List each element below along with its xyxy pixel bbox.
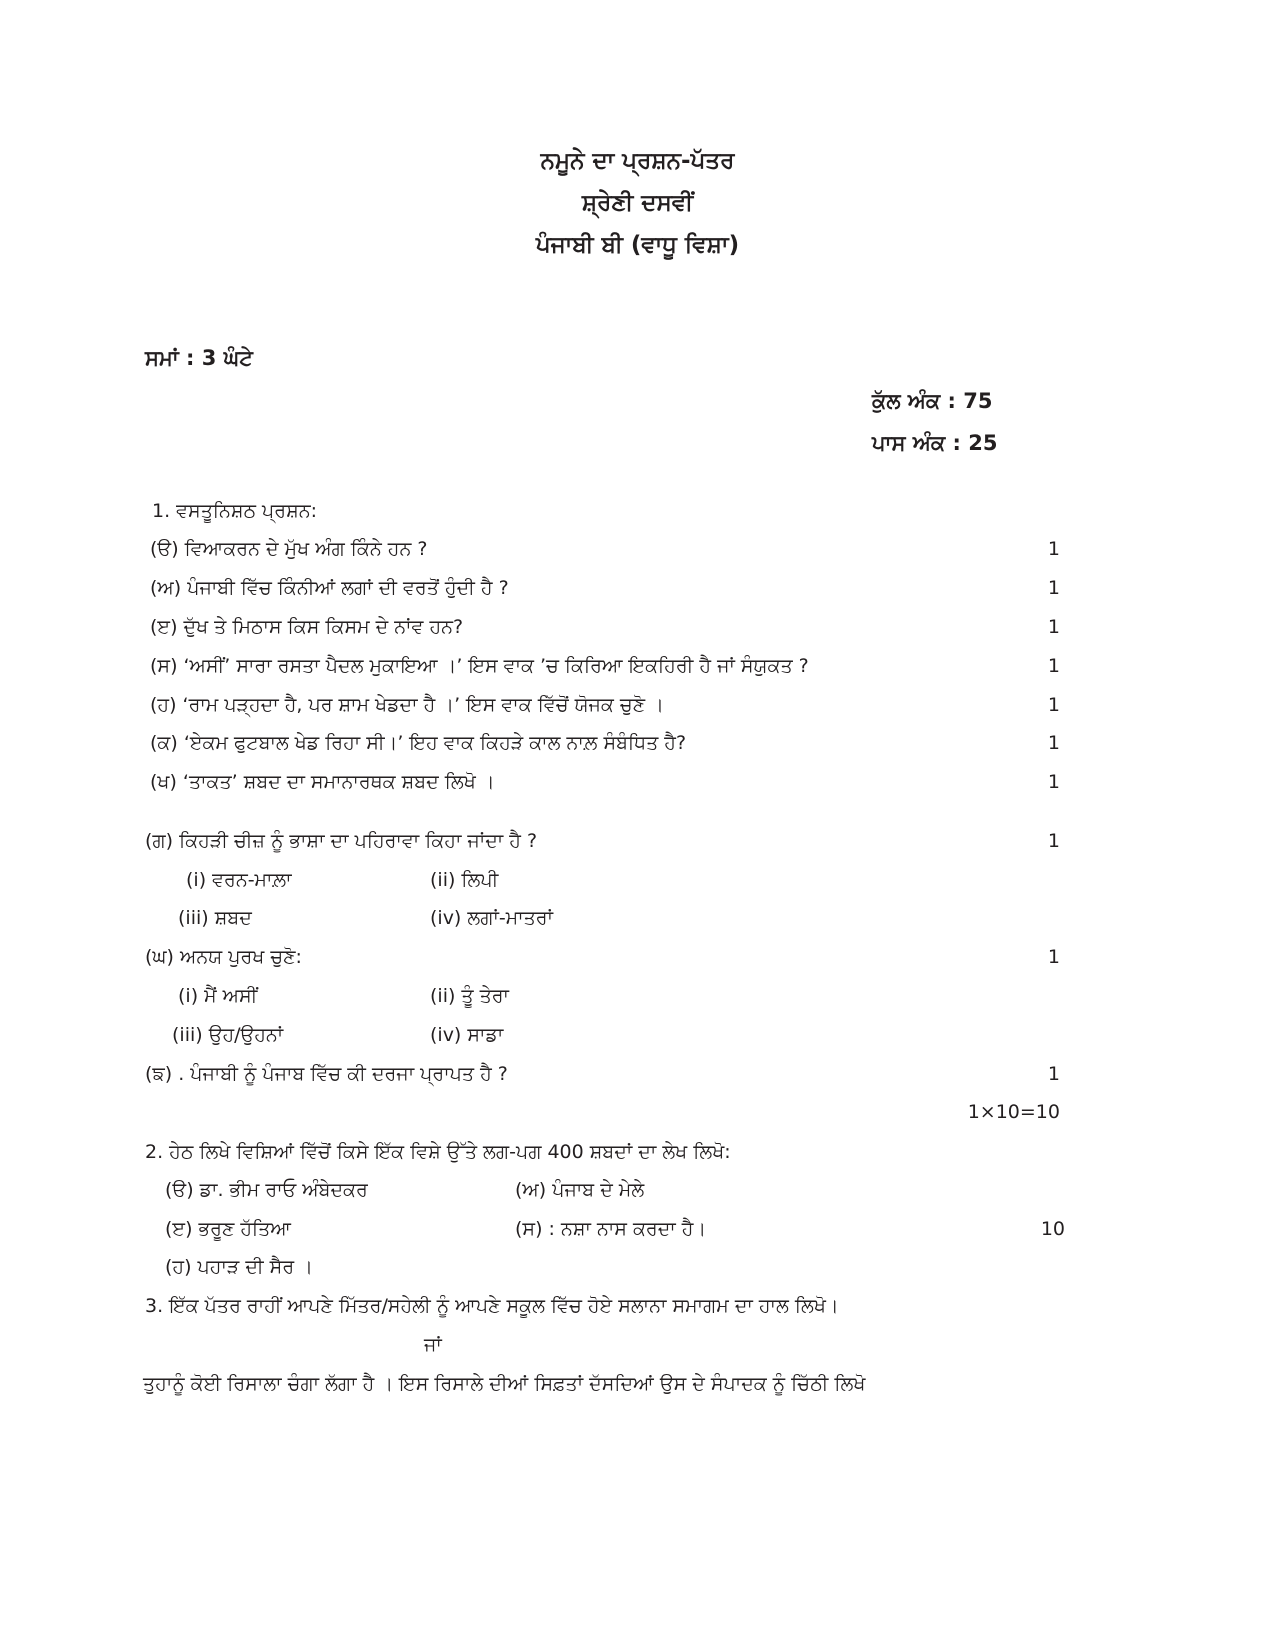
q2-topic: (ਸ) : ਨਸ਼ਾ ਨਾਸ ਕਰਦਾ ਹੈ। — [515, 1218, 707, 1240]
subject-label: ਪੰਜਾਬੀ ਬੀ (ਵਾਧੂ ਵਿਸ਼ਾ) — [535, 232, 740, 258]
q1-item-mark: 1 — [1047, 538, 1060, 560]
pass-marks: ਪਾਸ ਅੰਕ : 25 — [872, 431, 998, 455]
q1-g-text: (ਗ) ਕਿਹੜੀ ਚੀਜ਼ ਨੂੰ ਭਾਸ਼ਾ ਦਾ ਪਹਿਰਾਵਾ ਕਿਹਾ ਜਾਂਦਾ ਹੈ ? — [145, 830, 538, 852]
q3-line1: 3. ਇੱਕ ਪੱਤਰ ਰਾਹੀਂ ਆਪਣੇ ਮਿੱਤਰ/ਸਹੇਲੀ ਨੂੰ ਆਪਣੇ ਸਕੂਲ ਵਿੱਚ ਹੋਏ ਸਲਾਨਾ ਸਮਾਗਮ ਦਾ ਹਾਲ ਲਿਖੋ। — [145, 1295, 839, 1317]
q1-item-mark: 1 — [1047, 655, 1060, 677]
q1-gh-option: (i) ਮੈਂ ਅਸੀਂ — [178, 985, 258, 1007]
q2-topic: (ਅ) ਪੰਜਾਬ ਦੇ ਮੇਲੇ — [515, 1179, 645, 1201]
q1-gh-option: (ii) ਤੂੰ ਤੇਰਾ — [430, 985, 509, 1007]
total-marks: ਕੁੱਲ ਅੰਕ : 75 — [872, 389, 993, 413]
q1-item: (ਹ) ‘ਰਾਮ ਪੜ੍ਹਦਾ ਹੈ, ਪਰ ਸ਼ਾਮ ਖੇਡਦਾ ਹੈ ।’ ਇਸ ਵਾਕ ਵਿੱਚੋਂ ਯੋਜਕ ਚੁਣੋ । — [150, 694, 664, 716]
paper-title: ਨਮੂਨੇ ਦਾ ਪ੍ਰਸ਼ਨ-ਪੱਤਰ — [540, 148, 735, 174]
q1-item: (ੳ) ਵਿਆਕਰਨ ਦੇ ਮੁੱਖ ਅੰਗ ਕਿੰਨੇ ਹਨ ? — [150, 538, 428, 560]
q2-heading: 2. ਹੇਠ ਲਿਖੇ ਵਿਸ਼ਿਆਂ ਵਿੱਚੋਂ ਕਿਸੇ ਇੱਕ ਵਿਸ਼ੇ ਉੱਤੇ ਲਗ-ਪਗ 400 ਸ਼ਬਦਾਂ ਦਾ ਲੇਖ ਲਿਖੋ: — [145, 1141, 731, 1163]
q2-topic: (ੲ) ਭਰੂਣ ਹੱਤਿਆ — [165, 1218, 291, 1240]
q3-or: ਜਾਂ — [424, 1334, 442, 1356]
q1-nga-mark: 1 — [1047, 1063, 1060, 1085]
q1-g-option: (i) ਵਰਨ-ਮਾਲ਼ਾ — [186, 869, 292, 891]
q1-item-mark: 1 — [1047, 694, 1060, 716]
q1-gh-option: (iii) ਉਹ/ਉਹਨਾਂ — [172, 1024, 284, 1046]
q1-nga-text: (ਙ) . ਪੰਜਾਬੀ ਨੂੰ ਪੰਜਾਬ ਵਿੱਚ ਕੀ ਦਰਜਾ ਪ੍ਰਾਪਤ ਹੈ ? — [145, 1063, 508, 1085]
q2-mark: 10 — [1040, 1218, 1065, 1240]
q1-item-mark: 1 — [1047, 771, 1060, 793]
q1-g-option: (ii) ਲਿਪੀ — [430, 869, 499, 891]
q1-heading: 1. ਵਸਤੂਨਿਸ਼ਠ ਪ੍ਰਸ਼ਨ: — [152, 500, 318, 522]
q1-gh-option: (iv) ਸਾਡਾ — [430, 1024, 504, 1046]
q1-item-mark: 1 — [1047, 577, 1060, 599]
class-label: ਸ਼੍ਰੇਣੀ ਦਸਵੀਂ — [581, 190, 694, 216]
q1-item-mark: 1 — [1047, 616, 1060, 638]
q1-gh-text: (ਘ) ਅਨਯ ਪੁਰਖ ਚੁਣੋ: — [145, 946, 302, 968]
q1-item: (ਅ) ਪੰਜਾਬੀ ਵਿੱਚ ਕਿੰਨੀਆਂ ਲਗਾਂ ਦੀ ਵਰਤੋਂ ਹੁੰਦੀ ਹੈ ? — [150, 577, 509, 599]
q1-gh-mark: 1 — [1047, 946, 1060, 968]
q1-g-option: (iv) ਲਗਾਂ-ਮਾਤਰਾਂ — [430, 907, 553, 929]
q1-g-option: (iii) ਸ਼ਬਦ — [178, 907, 252, 929]
q1-g-mark: 1 — [1047, 830, 1060, 852]
q1-item-mark: 1 — [1047, 732, 1060, 754]
q1-item: (ੲ) ਦੁੱਖ ਤੇ ਮਿਠਾਸ ਕਿਸ ਕਿਸਮ ਦੇ ਨਾਂਵ ਹਨ? — [150, 616, 464, 638]
q2-topic: (ਹ) ਪਹਾੜ ਦੀ ਸੈਰ । — [165, 1256, 313, 1278]
q1-item: (ਕ) ‘ਏਕਮ ਫੁਟਬਾਲ ਖੇਡ ਰਿਹਾ ਸੀ।’ ਇਹ ਵਾਕ ਕਿਹੜੇ ਕਾਲ ਨਾਲ਼ ਸੰਬੰਧਿਤ ਹੈ? — [150, 732, 687, 754]
q1-total: 1×10=10 — [967, 1101, 1060, 1123]
time-label: ਸਮਾਂ : 3 ਘੰਟੇ — [145, 346, 253, 370]
q1-item: (ਖ) ‘ਤਾਕਤ’ ਸ਼ਬਦ ਦਾ ਸਮਾਨਾਰਥਕ ਸ਼ਬਦ ਲਿਖੋ । — [150, 771, 495, 793]
q1-item: (ਸ) ‘ਅਸੀਂ’ ਸਾਰਾ ਰਸਤਾ ਪੈਦਲ ਮੁਕਾਇਆ ।’ ਇਸ ਵਾਕ ’ਚ ਕਿਰਿਆ ਇਕਹਿਰੀ ਹੈ ਜਾਂ ਸੰਯੁਕਤ ? — [150, 655, 809, 677]
q2-topic: (ੳ) ਡਾ. ਭੀਮ ਰਾਓ ਅੰਬੇਦਕਰ — [165, 1179, 368, 1201]
q3-line2: ਤੁਹਾਨੂੰ ਕੋਈ ਰਿਸਾਲਾ ਚੰਗਾ ਲੱਗਾ ਹੈ । ਇਸ ਰਿਸਾਲੇ ਦੀਆਂ ਸਿਫ਼ਤਾਂ ਦੱਸਦਿਆਂ ਉਸ ਦੇ ਸੰਪਾਦਕ ਨੂੰ ਚਿੱਠੀ ਲਿਖੋ — [143, 1373, 866, 1395]
